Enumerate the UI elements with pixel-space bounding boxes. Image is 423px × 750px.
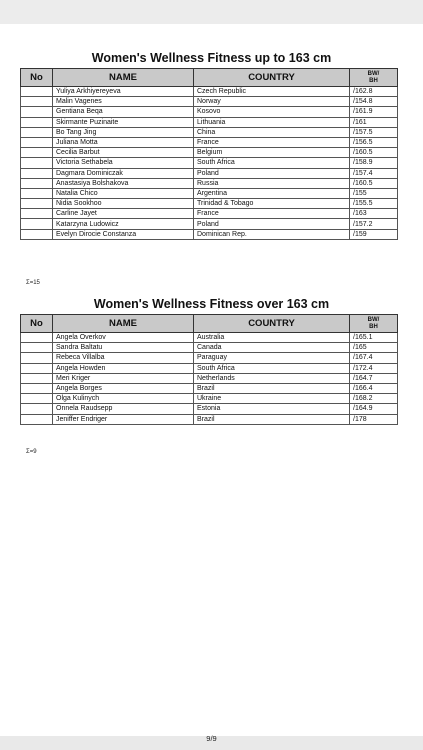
bw-bh-cell: /160.5 xyxy=(350,178,398,188)
row-number-cell xyxy=(21,168,53,178)
row-number-cell xyxy=(21,219,53,229)
table-row xyxy=(21,383,398,393)
country-cell: Australia xyxy=(194,333,350,343)
row-number-cell xyxy=(21,353,53,363)
results-table-up-to-163 xyxy=(20,68,398,240)
athlete-name-cell: Anastasiya Bolshakova xyxy=(53,178,194,188)
table-row xyxy=(21,363,398,373)
athlete-name-cell: Angela Overkov xyxy=(53,333,194,343)
athlete-name-cell: Bo Tang Jing xyxy=(53,127,194,137)
row-number-cell xyxy=(21,178,53,188)
bw-bh-cell: /161.9 xyxy=(350,107,398,117)
row-number-cell xyxy=(21,383,53,393)
row-number-cell xyxy=(21,137,53,147)
country-cell: South Africa xyxy=(194,363,350,373)
country-cell: Norway xyxy=(194,97,350,107)
table-row xyxy=(21,168,398,178)
table-body xyxy=(21,333,398,425)
country-cell: Lithuania xyxy=(194,117,350,127)
row-number-cell xyxy=(21,127,53,137)
athlete-name-cell: Jeniffer Endriger xyxy=(53,414,194,424)
athlete-name-cell: Angela Howden xyxy=(53,363,194,373)
bw-bh-cell: /166.4 xyxy=(350,383,398,393)
country-cell: Estonia xyxy=(194,404,350,414)
bw-bh-cell: /154.8 xyxy=(350,97,398,107)
bw-bh-cell: /159 xyxy=(350,229,398,239)
country-cell: Argentina xyxy=(194,188,350,198)
athlete-name-cell: Victoria Sethabela xyxy=(53,158,194,168)
table-row xyxy=(21,414,398,424)
table-row xyxy=(21,343,398,353)
bw-bh-cell: /155.5 xyxy=(350,199,398,209)
country-cell: Brazil xyxy=(194,414,350,424)
country-cell: Paraguay xyxy=(194,353,350,363)
row-number-cell xyxy=(21,209,53,219)
athlete-name-cell: Carline Jayet xyxy=(53,209,194,219)
bw-bh-cell: /178 xyxy=(350,414,398,424)
table-row xyxy=(21,394,398,404)
header-name: NAME xyxy=(53,315,194,333)
results-table-over-163 xyxy=(20,314,398,425)
athlete-name-cell: Katarzyna Ludowicz xyxy=(53,219,194,229)
bw-bh-cell: /164.7 xyxy=(350,373,398,383)
table-row xyxy=(21,353,398,363)
bw-bh-cell: /161 xyxy=(350,117,398,127)
athlete-name-cell: Skirmante Puzinaite xyxy=(53,117,194,127)
table-row xyxy=(21,137,398,147)
bw-bh-cell: /160.5 xyxy=(350,148,398,158)
bw-bh-cell: /157.4 xyxy=(350,168,398,178)
section-title-over-163: Women's Wellness Fitness over 163 cm xyxy=(93,297,330,311)
document-page xyxy=(0,24,423,743)
table-row xyxy=(21,333,398,343)
table-row xyxy=(21,117,398,127)
row-number-cell xyxy=(21,373,53,383)
bw-bh-cell: /172.4 xyxy=(350,363,398,373)
bw-bh-cell: /158.9 xyxy=(350,158,398,168)
athlete-count: Σ=9 xyxy=(26,449,37,455)
country-cell: Poland xyxy=(194,219,350,229)
country-cell: Kosovo xyxy=(194,107,350,117)
row-number-cell xyxy=(21,107,53,117)
country-cell: Russia xyxy=(194,178,350,188)
athlete-name-cell: Gentiana Beqa xyxy=(53,107,194,117)
row-number-cell xyxy=(21,404,53,414)
row-number-cell xyxy=(21,158,53,168)
row-number-cell xyxy=(21,343,53,353)
table-header-row xyxy=(21,69,398,87)
athlete-name-cell: Meri Kriger xyxy=(53,373,194,383)
header-no: No xyxy=(21,315,53,333)
country-cell: Canada xyxy=(194,343,350,353)
country-cell: France xyxy=(194,209,350,219)
row-number-cell xyxy=(21,363,53,373)
table-row xyxy=(21,373,398,383)
header-bw-bh: BW/ BH xyxy=(350,69,398,87)
row-number-cell xyxy=(21,414,53,424)
country-cell: Belgium xyxy=(194,148,350,158)
row-number-cell xyxy=(21,229,53,239)
table-row xyxy=(21,199,398,209)
athlete-name-cell: Angela Borges xyxy=(53,383,194,393)
bw-bh-cell: /157.2 xyxy=(350,219,398,229)
country-cell: Poland xyxy=(194,168,350,178)
athlete-name-cell: Dagmara Dominiczak xyxy=(53,168,194,178)
header-no: No xyxy=(21,69,53,87)
athlete-name-cell: Juliana Motta xyxy=(53,137,194,147)
table-row xyxy=(21,158,398,168)
athlete-name-cell: Onnela Raudsepp xyxy=(53,404,194,414)
bw-bh-cell: /168.2 xyxy=(350,394,398,404)
bw-bh-cell: /162.8 xyxy=(350,87,398,97)
athlete-name-cell: Nidia Sookhoo xyxy=(53,199,194,209)
table-body xyxy=(21,87,398,240)
header-country: COUNTRY xyxy=(194,69,350,87)
bw-bh-cell: /157.5 xyxy=(350,127,398,137)
bw-bh-cell: /156.5 xyxy=(350,137,398,147)
country-cell: Ukraine xyxy=(194,394,350,404)
row-number-cell xyxy=(21,87,53,97)
row-number-cell xyxy=(21,97,53,107)
bw-bh-cell: /167.4 xyxy=(350,353,398,363)
athlete-name-cell: Cecilia Barbut xyxy=(53,148,194,158)
bw-bh-cell: /165.1 xyxy=(350,333,398,343)
bw-bh-cell: /155 xyxy=(350,188,398,198)
table-header-row xyxy=(21,315,398,333)
country-cell: Czech Republic xyxy=(194,87,350,97)
athlete-name-cell: Sandra Baltatu xyxy=(53,343,194,353)
athlete-name-cell: Yuliya Arkhiyereyeva xyxy=(53,87,194,97)
header-country: COUNTRY xyxy=(194,315,350,333)
table-row xyxy=(21,87,398,97)
table-row xyxy=(21,97,398,107)
table-row xyxy=(21,188,398,198)
athlete-name-cell: Malin Vagenes xyxy=(53,97,194,107)
athlete-name-cell: Olga Kulinych xyxy=(53,394,194,404)
athlete-name-cell: Evelyn Dirocie Constanza xyxy=(53,229,194,239)
header-bw-bh: BW/ BH xyxy=(350,315,398,333)
table-row xyxy=(21,107,398,117)
country-cell: South Africa xyxy=(194,158,350,168)
country-cell: Netherlands xyxy=(194,373,350,383)
viewer-top-bar xyxy=(0,0,423,24)
row-number-cell xyxy=(21,199,53,209)
country-cell: France xyxy=(194,137,350,147)
row-number-cell xyxy=(21,148,53,158)
row-number-cell xyxy=(21,188,53,198)
bw-bh-cell: /163 xyxy=(350,209,398,219)
athlete-count: Σ=15 xyxy=(26,280,40,286)
row-number-cell xyxy=(21,394,53,404)
athlete-name-cell: Rebeca Villalba xyxy=(53,353,194,363)
athlete-name-cell: Natalia Chico xyxy=(53,188,194,198)
header-name: NAME xyxy=(53,69,194,87)
country-cell: Brazil xyxy=(194,383,350,393)
country-cell: Dominican Rep. xyxy=(194,229,350,239)
table-row xyxy=(21,229,398,239)
row-number-cell xyxy=(21,333,53,343)
page-number: 9/9 xyxy=(206,734,217,743)
table-row xyxy=(21,127,398,137)
country-cell: Trinidad & Tobago xyxy=(194,199,350,209)
row-number-cell xyxy=(21,117,53,127)
bw-bh-cell: /164.9 xyxy=(350,404,398,414)
table-row xyxy=(21,219,398,229)
table-row xyxy=(21,404,398,414)
section-title-up-to-163: Women's Wellness Fitness up to 163 cm xyxy=(91,51,332,65)
table-row xyxy=(21,178,398,188)
table-row xyxy=(21,209,398,219)
country-cell: China xyxy=(194,127,350,137)
table-row xyxy=(21,148,398,158)
bw-bh-cell: /165 xyxy=(350,343,398,353)
